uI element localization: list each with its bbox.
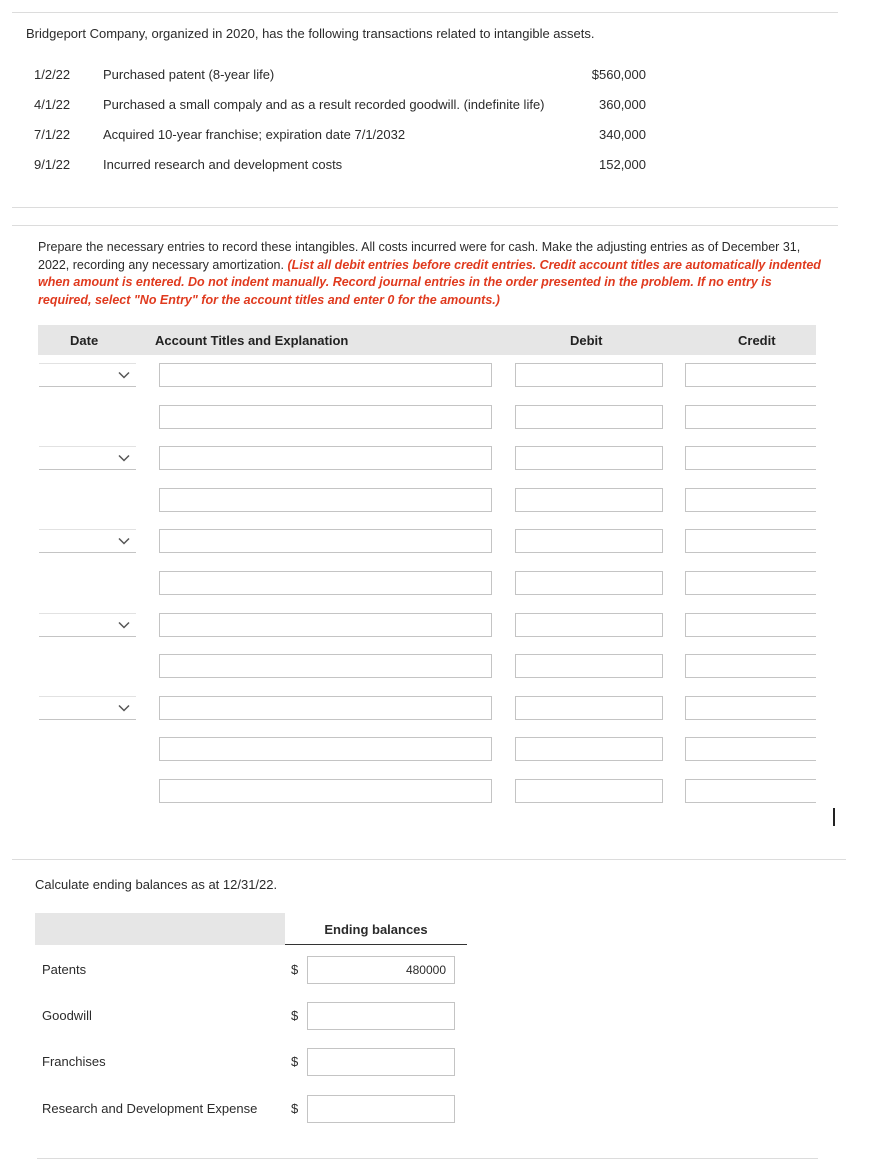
debit-input[interactable] (515, 488, 663, 512)
ending-balances-header: Ending balances (324, 922, 428, 937)
bottom-divider (37, 1158, 818, 1159)
debit-input[interactable] (515, 779, 663, 803)
journal-header (38, 325, 816, 355)
franchises-balance-input[interactable] (307, 1048, 455, 1076)
debit-input[interactable] (515, 654, 663, 678)
account-title-input[interactable] (159, 405, 492, 429)
transaction-description: Incurred research and development costs (103, 157, 343, 172)
credit-input[interactable] (685, 613, 816, 637)
transaction-amount: 340,000 (599, 127, 646, 142)
research-expense-balance-input[interactable] (307, 1095, 455, 1123)
date-select[interactable] (39, 613, 136, 637)
currency-symbol: $ (291, 1054, 299, 1069)
balance-label: Research and Development Expense (42, 1101, 258, 1116)
account-title-input[interactable] (159, 737, 492, 761)
account-title-input[interactable] (159, 571, 492, 595)
debit-input[interactable] (515, 446, 663, 470)
patents-balance-input[interactable]: 480000 (307, 956, 455, 984)
date-select[interactable] (39, 529, 136, 553)
debit-input[interactable] (515, 696, 663, 720)
debit-input[interactable] (515, 613, 663, 637)
credit-input[interactable] (685, 737, 816, 761)
balances-prompt: Calculate ending balances as at 12/31/22. (35, 877, 278, 892)
transaction-amount: 360,000 (599, 97, 646, 112)
problem-intro: Bridgeport Company, organized in 2020, has the following transactions related to intangible assets. (26, 26, 595, 41)
balances-value-header (285, 913, 467, 945)
transaction-description: Purchased patent (8-year life) (103, 67, 275, 82)
goodwill-balance-input[interactable] (307, 1002, 455, 1030)
transaction-amount: 152,000 (599, 157, 646, 172)
chevron-down-icon (117, 534, 131, 548)
account-column-header: Account Titles and Explanation (155, 333, 349, 348)
currency-symbol: $ (291, 962, 299, 977)
credit-input[interactable] (685, 363, 816, 387)
currency-symbol: $ (291, 1008, 299, 1023)
credit-input[interactable] (685, 779, 816, 803)
account-title-input[interactable] (159, 613, 492, 637)
instructions-text: Prepare the necessary entries to record these intangibles. All costs incurred were for cash. Make the adjusting entries as of December 31, 2022, recording any necessary amortization. (38, 240, 801, 272)
top-divider (12, 12, 838, 13)
credit-column-header: Credit (738, 333, 776, 348)
instructions-note: (List all debit entries before credit entries. Credit account titles are automatically indented when amount is entered. Do not indent manually. Record journal entries in the order presented in the problem. If no entry is required, select "No Entry" for the account titles and enter 0 for the amounts.) (38, 257, 821, 307)
credit-input[interactable] (685, 571, 816, 595)
transaction-date: 7/1/22 (34, 127, 71, 142)
transaction-date: 9/1/22 (34, 157, 71, 172)
credit-input[interactable] (685, 696, 816, 720)
date-column-header: Date (70, 333, 99, 348)
transaction-date: 4/1/22 (34, 97, 71, 112)
balance-label: Patents (42, 962, 87, 977)
chevron-down-icon (117, 701, 131, 715)
section-divider (12, 225, 838, 226)
account-title-input[interactable] (159, 363, 492, 387)
debit-input[interactable] (515, 737, 663, 761)
date-select[interactable] (39, 363, 136, 387)
chevron-down-icon (117, 451, 131, 465)
transaction-amount: $560,000 (591, 67, 646, 82)
account-title-input[interactable] (159, 654, 492, 678)
currency-symbol: $ (291, 1101, 299, 1116)
account-title-input[interactable] (159, 446, 492, 470)
chevron-down-icon (117, 368, 131, 382)
balance-label: Franchises (42, 1054, 106, 1069)
account-title-input[interactable] (159, 696, 492, 720)
transaction-description: Purchased a small compaly and as a result recorded goodwill. (indefinite life) (103, 97, 545, 112)
debit-input[interactable] (515, 405, 663, 429)
chevron-down-icon (117, 618, 131, 632)
credit-input[interactable] (685, 446, 816, 470)
section-divider (12, 859, 846, 860)
text-cursor (833, 808, 835, 826)
transaction-description: Acquired 10-year franchise; expiration date 7/1/2032 (103, 127, 406, 142)
debit-input[interactable] (515, 529, 663, 553)
debit-column-header: Debit (570, 333, 603, 348)
account-title-input[interactable] (159, 488, 492, 512)
account-title-input[interactable] (159, 779, 492, 803)
credit-input[interactable] (685, 654, 816, 678)
credit-input[interactable] (685, 405, 816, 429)
instructions (38, 239, 828, 309)
debit-input[interactable] (515, 363, 663, 387)
section-divider (12, 207, 838, 208)
transaction-date: 1/2/22 (34, 67, 71, 82)
credit-input[interactable] (685, 488, 816, 512)
debit-input[interactable] (515, 571, 663, 595)
balances-label-header (35, 913, 285, 945)
date-select[interactable] (39, 696, 136, 720)
date-select[interactable] (39, 446, 136, 470)
credit-input[interactable] (685, 529, 816, 553)
account-title-input[interactable] (159, 529, 492, 553)
balance-label: Goodwill (42, 1008, 92, 1023)
